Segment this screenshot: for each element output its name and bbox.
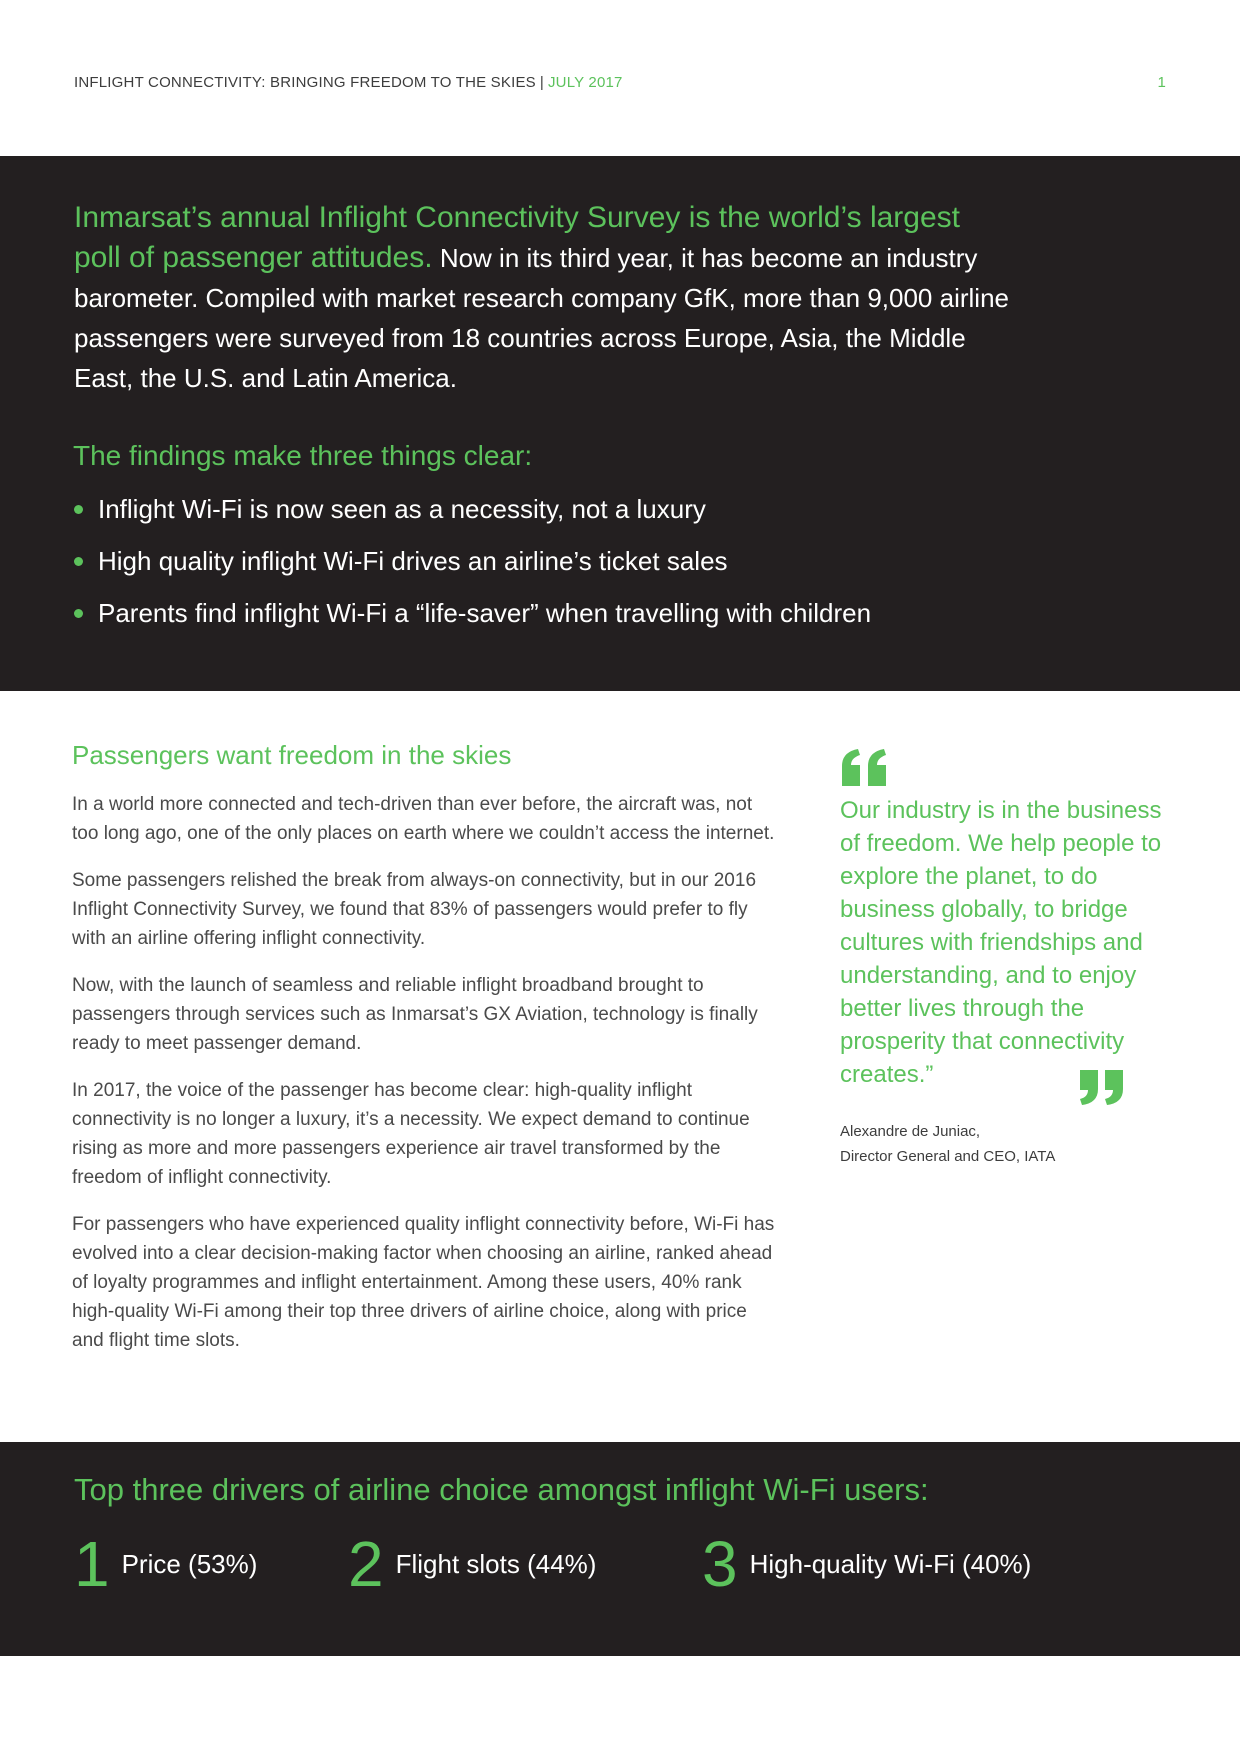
driver-rank: 1 — [74, 1528, 110, 1600]
drivers-band — [0, 1442, 1240, 1656]
header-date: JULY 2017 — [547, 74, 623, 91]
driver-rank: 2 — [348, 1528, 384, 1600]
findings-title: The findings make three things clear: — [73, 440, 533, 471]
article-paragraph: In 2017, the voice of the passenger has become clear: high-quality inflight connectivity is no longer a luxury, it’s a necessity. We expect demand to continue rising as more and more passengers experience air travel transformed by the freedom of inflight connectivity. — [72, 1080, 750, 1188]
quote-author: Alexandre de Juniac, — [840, 1123, 981, 1140]
page-header — [74, 74, 1166, 98]
driver-rank: 3 — [702, 1528, 738, 1600]
driver-item — [348, 1530, 596, 1598]
article-paragraph: Now, with the launch of seamless and reliable inflight broadband brought to passengers through services such as Inmarsat’s GX Aviation, technology is finally ready to meet passenger demand. — [72, 975, 758, 1054]
header-title: INFLIGHT CONNECTIVITY: BRINGING FREEDOM TO THE SKIES — [74, 74, 536, 91]
drivers-title: Top three drivers of airline choice amongst inflight Wi-Fi users: — [74, 1472, 929, 1507]
finding-item — [74, 544, 1074, 578]
finding-item — [74, 596, 1074, 630]
driver-item — [74, 1530, 257, 1598]
quote-role: Director General and CEO, IATA — [840, 1148, 1056, 1165]
intro-paragraph — [74, 198, 1014, 398]
driver-label: High-quality Wi-Fi (40%) — [749, 1548, 1032, 1579]
bullet-icon — [74, 557, 83, 566]
intro-lead: Inmarsat’s annual Inflight Connectivity Survey is the world’s largest poll of passenger attitudes. — [74, 201, 960, 274]
intro-band — [0, 156, 1240, 691]
driver-item — [702, 1530, 1031, 1598]
article-paragraph: In a world more connected and tech-driven than ever before, the aircraft was, not too long ago, one of the only places on earth where we couldn’t access the internet. — [72, 794, 775, 844]
open-quote-icon — [840, 748, 890, 786]
finding-text: Inflight Wi-Fi is now seen as a necessity, not a luxury — [98, 494, 706, 524]
article-title: Passengers want freedom in the skies — [72, 740, 512, 770]
header-separator: | — [539, 74, 544, 91]
article-paragraph: For passengers who have experienced quality inflight connectivity before, Wi-Fi has evolved into a clear decision-making factor when choosing an airline, ranked ahead of loyalty programmes and inflight entertainment. Among these users, 40% rank high-quality Wi-Fi among their top three drivers of airline choice, along with price and flight time slots. — [72, 1214, 775, 1351]
finding-item — [74, 492, 1074, 526]
bullet-icon — [74, 609, 83, 618]
pull-quote — [840, 748, 1170, 1169]
bullet-icon — [74, 505, 83, 514]
page-number: 1 — [1157, 74, 1166, 91]
driver-label: Price (53%) — [121, 1548, 258, 1579]
close-quote-icon — [1078, 1070, 1126, 1106]
driver-label: Flight slots (44%) — [395, 1548, 597, 1579]
quote-attribution — [840, 1119, 1170, 1169]
quote-text: Our industry is in the business of freedom. We help people to explore the planet, to do business globally, to bridge cultures with friendships and understanding, and to enjoy better lives through the prosperity that connectivity creates.” — [840, 797, 1162, 1088]
finding-text: Parents find inflight Wi-Fi a “life-saver” when travelling with children — [98, 598, 872, 628]
article-paragraph: Some passengers relished the break from always-on connectivity, but in our 2016 Inflight Connectivity Survey, we found that 83% of passengers would prefer to fly with an airline offering inflight connectivity. — [72, 870, 757, 949]
article-body — [72, 790, 782, 1373]
finding-text: High quality inflight Wi-Fi drives an airline’s ticket sales — [98, 546, 728, 576]
intro-body: Now in its third year, it has become an industry barometer. Compiled with market research company GfK, more than 9,000 airline passengers were surveyed from 18 countries across Europe, Asia, the Middle East, the U.S. and Latin America. — [74, 243, 1009, 393]
findings-list — [74, 492, 1074, 648]
